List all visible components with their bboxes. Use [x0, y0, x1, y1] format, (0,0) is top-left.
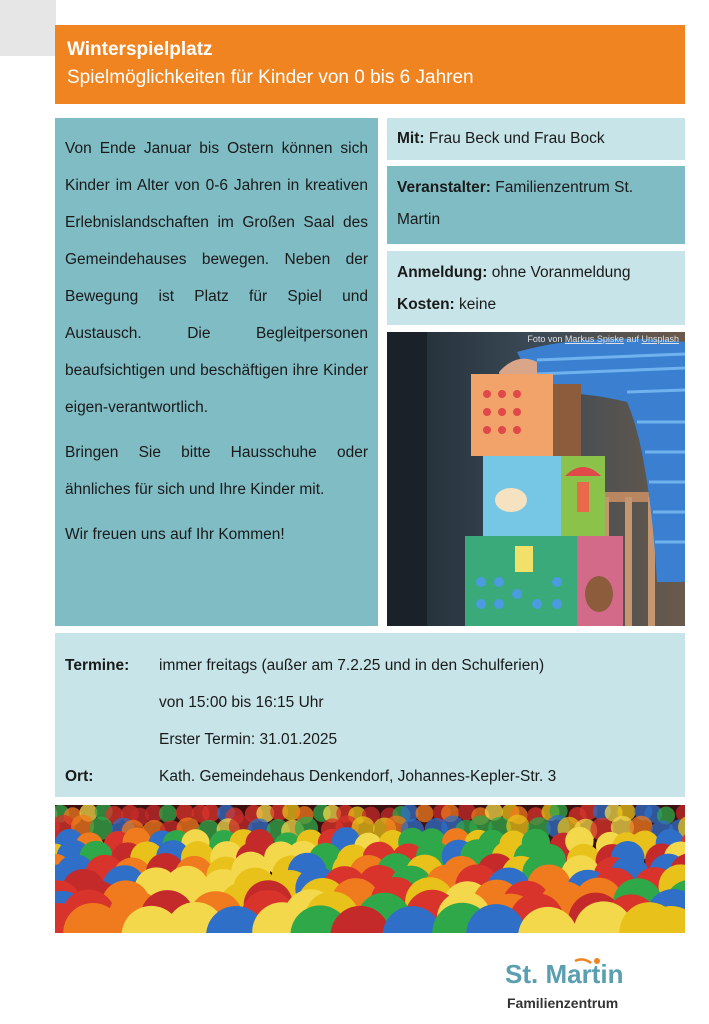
termine-label: Termine:	[65, 657, 130, 674]
page-subtitle: Spielmöglichkeiten für Kinder von 0 bis 6 Jahren	[67, 67, 474, 88]
description-paragraph-3: Wir freuen uns auf Ihr Kommen!	[65, 526, 285, 543]
veranstalter-value: Familienzentrum St. Martin	[397, 179, 634, 228]
ort-value: Kath. Gemeindehaus Denkendorf, Johannes-Kepler-Str. 3	[159, 768, 557, 785]
logo-name: St. Martin	[505, 959, 624, 989]
description-paragraph-2: Bringen Sie bitte Hausschuhe oder ähnliches für sich und Ihre Kinder mit.	[65, 444, 368, 498]
corner-block	[0, 0, 56, 56]
logo-subtitle: Familienzentrum	[507, 995, 619, 1011]
mit-value: Frau Beck und Frau Bock	[428, 130, 605, 147]
photo-credit-prefix: Foto von	[527, 334, 563, 344]
description-box	[55, 118, 378, 626]
veranstalter-box	[387, 166, 685, 244]
photo-credit	[527, 334, 679, 344]
photo-credit-site-link[interactable]: Unsplash	[641, 334, 679, 344]
kosten-value: keine	[459, 296, 497, 313]
photo-credit-author-link[interactable]: Markus Spiske	[564, 334, 624, 344]
anmeldung-label: Anmeldung:	[397, 264, 488, 281]
schedule-box	[55, 633, 685, 797]
anmeldung-value: ohne Voranmeldung	[491, 264, 631, 281]
toy-blocks-illustration	[387, 332, 685, 626]
mit-label: Mit:	[397, 130, 425, 147]
ball-pit-photo	[55, 805, 685, 933]
st-martin-logo	[505, 955, 645, 1015]
page-title: Winterspielplatz	[67, 39, 213, 60]
photo-credit-middle: auf	[626, 334, 639, 344]
anmeldung-box	[387, 251, 685, 325]
veranstalter-label: Veranstalter:	[397, 179, 491, 196]
termine-line-2: von 15:00 bis 16:15 Uhr	[159, 694, 324, 711]
ort-label: Ort:	[65, 768, 94, 785]
termine-line-1: immer freitags (außer am 7.2.25 und in den Schulferien)	[159, 657, 545, 674]
description-paragraph-1: Von Ende Januar bis Ostern können sich Kinder im Alter von 0-6 Jahren in kreativen Erlebnislandschaften im Großen Saal des Gemeindehauses bewegen. Neben der Bewegung ist Platz für Spiel und Austausch. Die Begleitpersonen beaufsichtigen und beschäftigen ihre Kinder eigen-verantwortlich.	[65, 140, 368, 416]
toy-blocks-photo	[387, 332, 685, 626]
termine-line-3: Erster Termin: 31.01.2025	[159, 731, 338, 748]
ball-pit-illustration	[55, 805, 685, 933]
header-banner	[55, 25, 685, 104]
kosten-label: Kosten:	[397, 296, 455, 313]
mit-box	[387, 118, 685, 160]
